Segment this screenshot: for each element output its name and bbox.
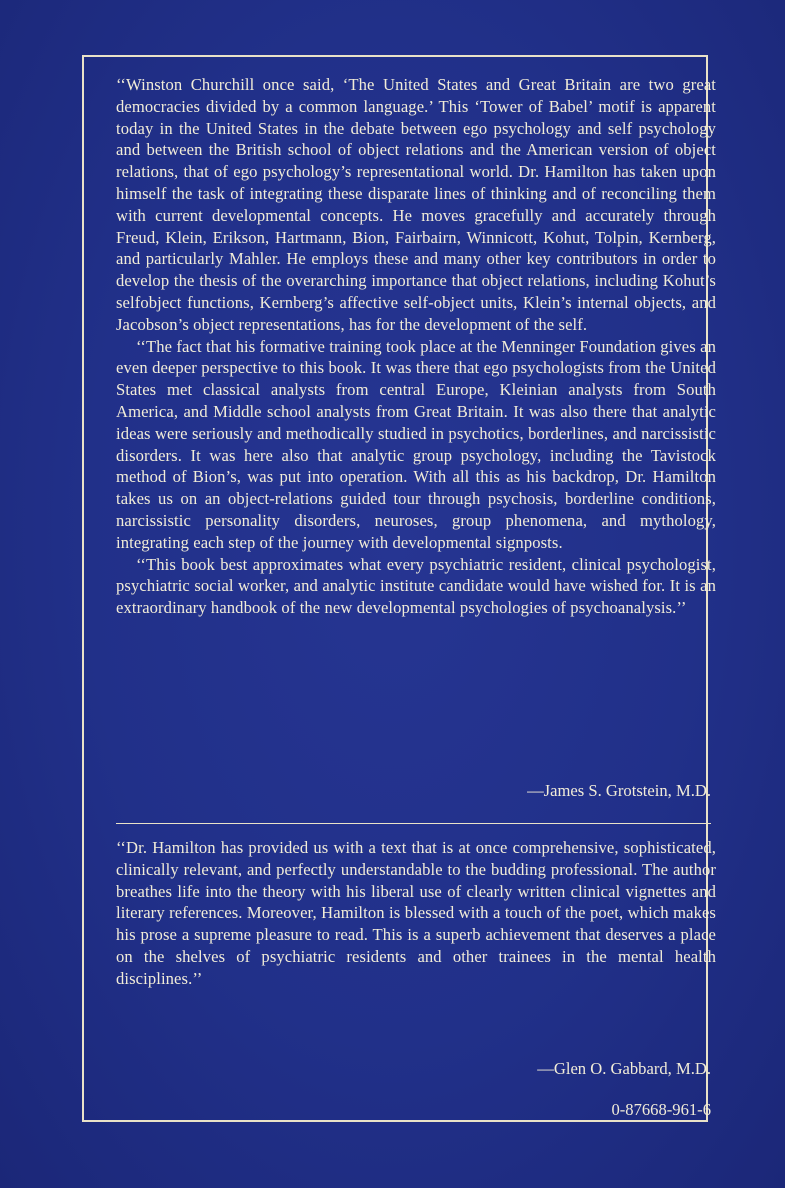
review-gabbard [116, 837, 716, 990]
review-gabbard-attribution: —Glen O. Gabbard, M.D. [537, 1059, 711, 1078]
section-divider [116, 823, 711, 824]
review-grotstein [116, 74, 716, 619]
review-grotstein-paragraph-3: ‘‘This book best approximates what every psychiatric resident, clinical psychologist, psychiatric social worker, and analytic institute candidate would have wished for. It is an extraordinary handbook of the new developmental psychologies of psychoanalysis.’’ [116, 554, 716, 618]
isbn-number: 0-87668-961-6 [611, 1100, 711, 1119]
review-grotstein-attribution: —James S. Grotstein, M.D. [527, 781, 711, 800]
review-grotstein-paragraph-1: ‘‘Winston Churchill once said, ‘The United States and Great Britain are two great democracies divided by a common language.’ This ‘Tower of Babel’ motif is apparent today in the United States in the debate between ego psychology and self psychology and between the British school of object relations and the American version of object relations, that of ego psychology’s representational world. Dr. Hamilton has taken upon himself the task of integrating these disparate lines of thinking and of reconciling them with current developmental concepts. He moves gracefully and accurately through Freud, Klein, Erikson, Hartmann, Bion, Fairbairn, Winnicott, Kohut, Tolpin, Kernberg, and particularly Mahler. He employs these and many other key contributors in order to develop the thesis of the overarching importance that object relations, including Kohut’s selfobject functions, Kernberg’s affective self-object units, Klein’s internal objects, and Jacobson’s object representations, has for the development of the self. [116, 75, 716, 334]
review-grotstein-paragraph-2: ‘‘The fact that his formative training took place at the Menninger Foundation gives an even deeper perspective to this book. It was there that ego psychologists from the United States met classical analysts from central Europe, Kleinian analysts from South America, and Middle school analysts from Great Britain. It was also there that analytic ideas were seriously and methodically studied in psychotics, borderlines, and narcissistic disorders. It was here also that analytic group psychology, including the Tavistock method of Bion’s, was put into operation. With all this as his backdrop, Dr. Hamilton takes us on an object-relations guided tour through psychosis, borderline conditions, narcissistic personality disorders, neuroses, group phenomena, and mythology, integrating each step of the journey with developmental signposts. [116, 336, 716, 552]
review-gabbard-paragraph-1: ‘‘Dr. Hamilton has provided us with a text that is at once comprehensive, sophisticated, clinically relevant, and perfectly understandable to the budding professional. The author breathes life into the theory with his liberal use of clearly written clinical vignettes and literary references. Moreover, Hamilton is blessed with a touch of the poet, which makes his prose a supreme pleasure to read. This is a superb achievement that deserves a place on the shelves of psychiatric residents and other trainees in the mental health disciplines.’’ [116, 838, 716, 988]
